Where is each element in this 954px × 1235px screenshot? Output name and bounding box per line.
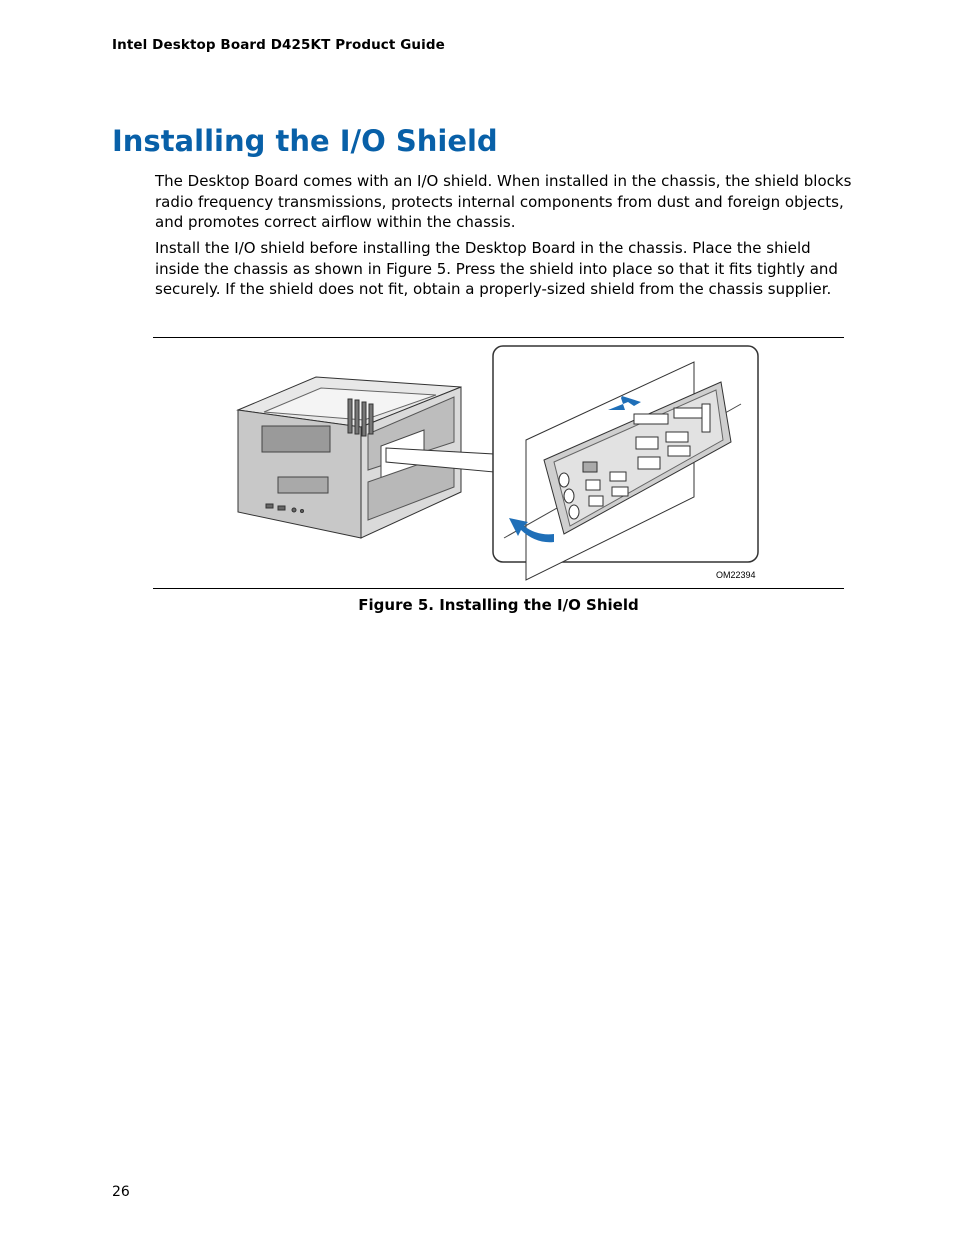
figure-top-rule — [153, 337, 844, 338]
figure-io-shield-illustration — [236, 342, 766, 584]
section-title: Installing the I/O Shield — [112, 124, 498, 158]
figure-code: OM22394 — [716, 570, 756, 580]
paragraph-instructions: Install the I/O shield before installing the Desktop Board in the chassis. Place the shield inside the chassis as shown in Figure 5. Press the shield into place so that it fits tightly and securely. If the shield does not fit, obtain a properly-sized shield from the chassis supplier. — [155, 239, 838, 298]
figure-caption: Figure 5. Installing the I/O Shield — [358, 596, 639, 614]
running-header: Intel Desktop Board D425KT Product Guide — [112, 37, 445, 53]
figure-bottom-rule — [153, 588, 844, 589]
page-number: 26 — [112, 1184, 130, 1200]
paragraph-intro: The Desktop Board comes with an I/O shield. When installed in the chassis, the shield blocks radio frequency transmissions, protects internal components from dust and foreign objects, and promotes correct airflow within the chassis. — [155, 172, 852, 231]
